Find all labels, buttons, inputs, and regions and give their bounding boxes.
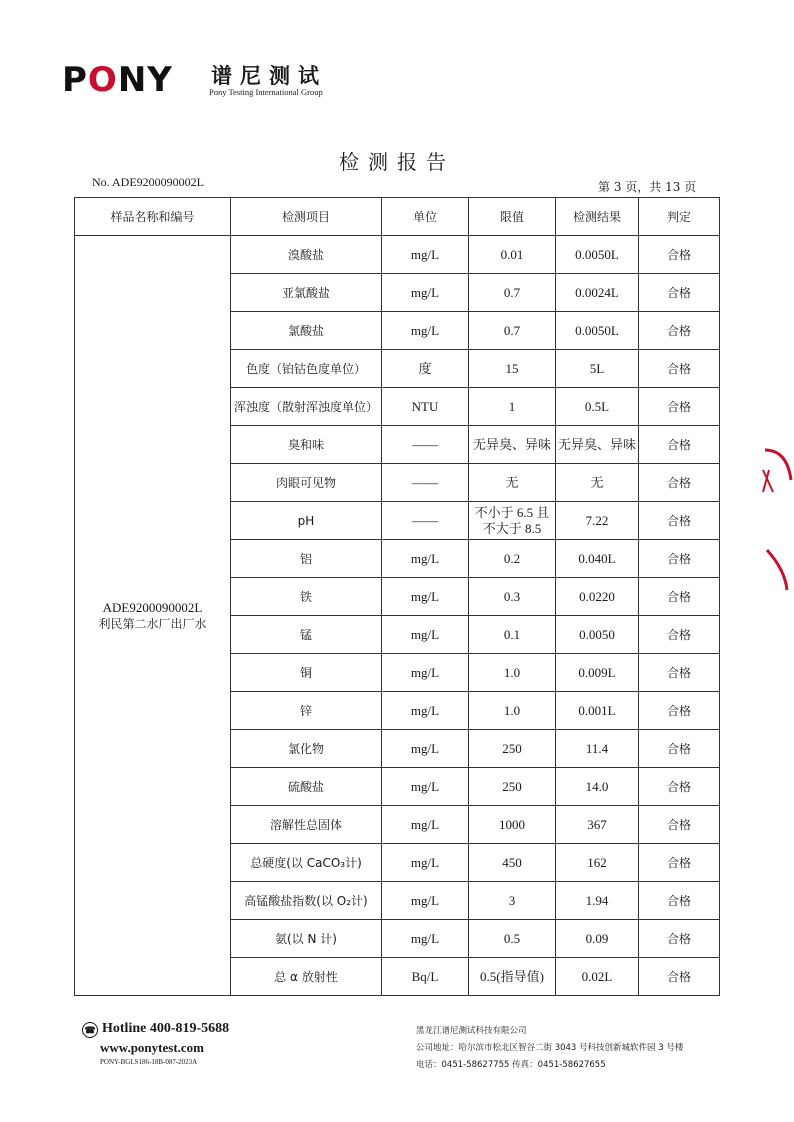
unit-cell: mg/L xyxy=(382,692,469,730)
limit-cell: 0.1 xyxy=(469,616,556,654)
test-results-table xyxy=(74,197,720,996)
test-item-cell: 溶解性总固体 xyxy=(231,806,382,844)
limit-cell: 无 xyxy=(469,464,556,502)
logo-letter: N xyxy=(117,60,148,100)
result-cell: 0.02L xyxy=(556,958,639,996)
test-item-cell: 氨(以 N 计) xyxy=(231,920,382,958)
result-cell: 7.22 xyxy=(556,502,639,540)
hotline-text: Hotline 400-819-5688 xyxy=(102,1021,230,1036)
sample-cell xyxy=(75,236,231,996)
website: www.ponytest.com xyxy=(100,1040,204,1055)
unit-cell: mg/L xyxy=(382,312,469,350)
judgment-cell: 合格 xyxy=(639,920,720,958)
test-item-cell: 肉眼可见物 xyxy=(231,464,382,502)
judgment-cell: 合格 xyxy=(639,464,720,502)
judgment-cell: 合格 xyxy=(639,350,720,388)
unit-cell: mg/L xyxy=(382,768,469,806)
result-cell: 0.0220 xyxy=(556,578,639,616)
limit-cell: 0.2 xyxy=(469,540,556,578)
result-cell: 0.09 xyxy=(556,920,639,958)
test-item-cell: 铜 xyxy=(231,654,382,692)
judgment-cell: 合格 xyxy=(639,844,720,882)
test-item-cell: 氯酸盐 xyxy=(231,312,382,350)
footer-address: 公司地址：哈尔滨市松北区智谷二街 3043 号科技创新城软件园 3 号楼 xyxy=(416,1043,684,1053)
judgment-cell: 合格 xyxy=(639,388,720,426)
seal-mark xyxy=(763,470,773,492)
result-cell: 14.0 xyxy=(556,768,639,806)
limit-cell: 不小于 6.5 且不大于 8.5 xyxy=(469,502,556,540)
limit-cell: 1000 xyxy=(469,806,556,844)
unit-cell: mg/L xyxy=(382,920,469,958)
judgment-cell: 合格 xyxy=(639,426,720,464)
seal-arc-bottom xyxy=(767,550,787,590)
unit-cell: —— xyxy=(382,426,469,464)
logo-text xyxy=(62,60,173,100)
limit-cell: 1.0 xyxy=(469,692,556,730)
red-seal-stamp xyxy=(757,440,794,600)
test-item-cell: 硫酸盐 xyxy=(231,768,382,806)
phone-icon: ☎ xyxy=(82,1022,98,1038)
page-indicator: 第 3 页，共 13 页 xyxy=(598,180,697,194)
unit-cell: NTU xyxy=(382,388,469,426)
limit-cell: 0.5(指导值) xyxy=(469,958,556,996)
limit-cell: 无异臭、异味 xyxy=(469,426,556,464)
report-number: No. ADE9200090002L xyxy=(92,175,204,189)
limit-cell: 1.0 xyxy=(469,654,556,692)
test-item-cell: 锰 xyxy=(231,616,382,654)
logo-letter: O xyxy=(87,60,118,100)
footer-contact: 电话：0451-58627755 传真：0451-58627655 xyxy=(416,1060,606,1070)
test-item-cell: 铝 xyxy=(231,540,382,578)
judgment-cell: 合格 xyxy=(639,806,720,844)
unit-cell: mg/L xyxy=(382,730,469,768)
column-header: 检测项目 xyxy=(231,198,382,236)
unit-cell: —— xyxy=(382,464,469,502)
limit-cell: 450 xyxy=(469,844,556,882)
column-header: 判定 xyxy=(639,198,720,236)
test-item-cell: 溴酸盐 xyxy=(231,236,382,274)
unit-cell: mg/L xyxy=(382,274,469,312)
judgment-cell: 合格 xyxy=(639,540,720,578)
result-cell: 0.0050 xyxy=(556,616,639,654)
judgment-cell: 合格 xyxy=(639,312,720,350)
company-name-cn: 谱尼测试 xyxy=(211,64,327,88)
seal-arc-top xyxy=(765,450,791,480)
judgment-cell: 合格 xyxy=(639,502,720,540)
unit-cell: mg/L xyxy=(382,540,469,578)
result-cell: 162 xyxy=(556,844,639,882)
result-cell: 0.040L xyxy=(556,540,639,578)
company-name-en: Pony Testing International Group xyxy=(209,87,323,97)
limit-cell: 15 xyxy=(469,350,556,388)
footer-company: 黑龙江谱尼测试科技有限公司 xyxy=(416,1026,527,1036)
result-cell: 0.0024L xyxy=(556,274,639,312)
result-cell: 0.0050L xyxy=(556,312,639,350)
judgment-cell: 合格 xyxy=(639,730,720,768)
test-item-cell: 亚氯酸盐 xyxy=(231,274,382,312)
unit-cell: mg/L xyxy=(382,616,469,654)
judgment-cell: 合格 xyxy=(639,616,720,654)
judgment-cell: 合格 xyxy=(639,274,720,312)
test-item-cell: 总硬度(以 CaCO₃计) xyxy=(231,844,382,882)
column-header: 单位 xyxy=(382,198,469,236)
unit-cell: mg/L xyxy=(382,844,469,882)
judgment-cell: 合格 xyxy=(639,236,720,274)
result-cell: 0.009L xyxy=(556,654,639,692)
limit-cell: 250 xyxy=(469,768,556,806)
result-cell: 1.94 xyxy=(556,882,639,920)
judgment-cell: 合格 xyxy=(639,958,720,996)
result-cell: 367 xyxy=(556,806,639,844)
test-item-cell: 浑浊度（散射浑浊度单位） xyxy=(231,388,382,426)
unit-cell: Bq/L xyxy=(382,958,469,996)
limit-cell: 1 xyxy=(469,388,556,426)
logo-letter: P xyxy=(62,60,88,100)
result-cell: 无 xyxy=(556,464,639,502)
result-cell: 11.4 xyxy=(556,730,639,768)
unit-cell: mg/L xyxy=(382,882,469,920)
unit-cell: mg/L xyxy=(382,806,469,844)
result-cell: 0.5L xyxy=(556,388,639,426)
table-row xyxy=(75,236,720,274)
table-header-row xyxy=(75,198,720,236)
limit-cell: 0.5 xyxy=(469,920,556,958)
judgment-cell: 合格 xyxy=(639,882,720,920)
unit-cell: mg/L xyxy=(382,236,469,274)
report-title: 检测报告 xyxy=(339,150,455,174)
limit-cell: 0.7 xyxy=(469,274,556,312)
test-item-cell: pH xyxy=(231,502,382,540)
limit-cell: 0.7 xyxy=(469,312,556,350)
hotline xyxy=(82,1021,229,1038)
unit-cell: mg/L xyxy=(382,654,469,692)
test-item-cell: 高锰酸盐指数(以 O₂计) xyxy=(231,882,382,920)
judgment-cell: 合格 xyxy=(639,692,720,730)
column-header: 样品名称和编号 xyxy=(75,198,231,236)
test-item-cell: 臭和味 xyxy=(231,426,382,464)
company-logo xyxy=(62,60,173,100)
limit-cell: 250 xyxy=(469,730,556,768)
column-header: 检测结果 xyxy=(556,198,639,236)
limit-cell: 0.01 xyxy=(469,236,556,274)
unit-cell: 度 xyxy=(382,350,469,388)
test-item-cell: 氯化物 xyxy=(231,730,382,768)
form-code: PONY-BGLS186-18B-087-2023A xyxy=(100,1058,198,1066)
sample-id: ADE9200090002L xyxy=(102,599,203,615)
test-item-cell: 色度（铂钴色度单位） xyxy=(231,350,382,388)
judgment-cell: 合格 xyxy=(639,654,720,692)
column-header: 限值 xyxy=(469,198,556,236)
test-item-cell: 铁 xyxy=(231,578,382,616)
unit-cell: —— xyxy=(382,502,469,540)
limit-cell: 0.3 xyxy=(469,578,556,616)
judgment-cell: 合格 xyxy=(639,768,720,806)
result-cell: 无异臭、异味 xyxy=(556,426,639,464)
sample-name: 利民第二水厂出厂水 xyxy=(98,616,207,631)
unit-cell: mg/L xyxy=(382,578,469,616)
result-cell: 0.0050L xyxy=(556,236,639,274)
result-cell: 0.001L xyxy=(556,692,639,730)
test-item-cell: 总 α 放射性 xyxy=(231,958,382,996)
logo-letter: Y xyxy=(147,60,173,100)
test-item-cell: 锌 xyxy=(231,692,382,730)
result-cell: 5L xyxy=(556,350,639,388)
table-body xyxy=(75,236,720,996)
judgment-cell: 合格 xyxy=(639,578,720,616)
limit-cell: 3 xyxy=(469,882,556,920)
